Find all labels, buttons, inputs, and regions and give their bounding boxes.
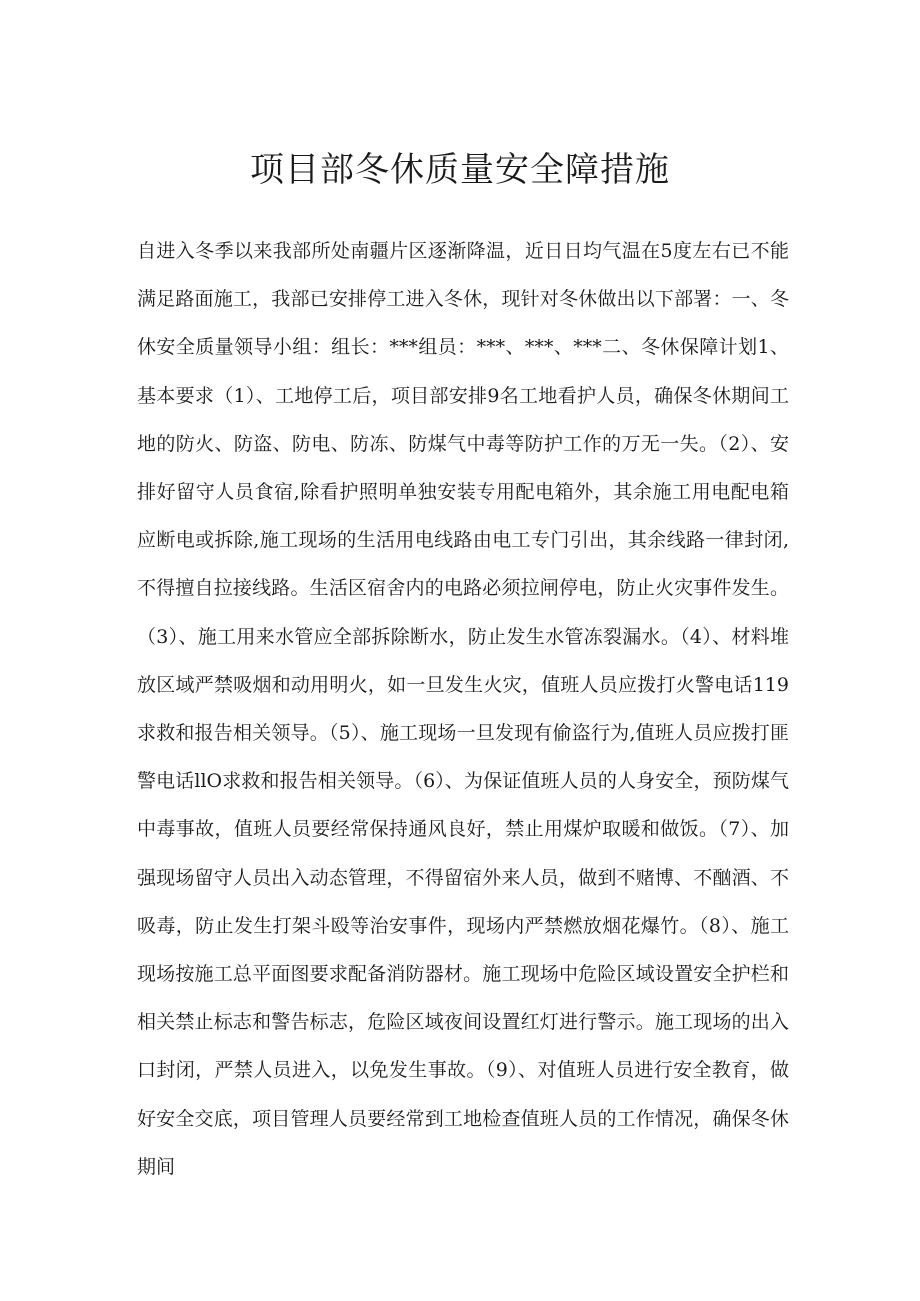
document-title: 项目部冬休质量安全障措施 (250, 150, 670, 190)
document-body-paragraph: 自进入冬季以来我部所处南疆片区逐渐降温，近日日均气温在5度左右已不能满足路面施工，我部已安排停工进入冬休，现针对冬休做出以下部署：一、冬休安全质量领导小组：组长：***组员：***、***、***二、冬休保障计划1、基本要求（1）、工地停工后，项目部安排9名工地看护人员，确保冬休期间工地的防火、防盗、防电、防冻、防煤气中毒等防护工作的万无一失。（2）、安排好留守人员食宿,除看护照明单独安装专用配电箱外，其余施工用电配电箱应断电或拆除,施工现场的生活用电线路由电工专门引出，其余线路一律封闭,不得擅自拉接线路。生活区宿舍内的电路必须拉闸停电，防止火灾事件发生。（3）、施工用来水管应全部拆除断水，防止发生水管冻裂漏水。（4）、材料堆放区域严禁吸烟和动用明火，如一旦发生火灾，值班人员应拨打火警电话119求救和报告相关领导。（5）、施工现场一旦发现有偷盗行为,值班人员应拨打匪警电话llO求救和报告相关领导。（6）、为保证值班人员的人身安全，预防煤气中毒事故，值班人员要经常保持通风良好，禁止用煤炉取暖和做饭。（7）、加强现场留守人员出入动态管理，不得留宿外来人员，做到不赌博、不酗酒、不吸毒，防止发生打架斗殴等治安事件，现场内严禁燃放烟花爆竹。（8）、施工现场按施工总平面图要求配备消防器材。施工现场中危险区域设置安全护栏和相关禁止标志和警告标志，危险区域夜间设置红灯进行警示。施工现场的出入口封闭，严禁人员进入，以免发生事故。（9）、对值班人员进行安全教育，做好安全交底，项目管理人员要经常到工地检查值班人员的工作情况，确保冬休期间 (137, 240, 789, 1178)
